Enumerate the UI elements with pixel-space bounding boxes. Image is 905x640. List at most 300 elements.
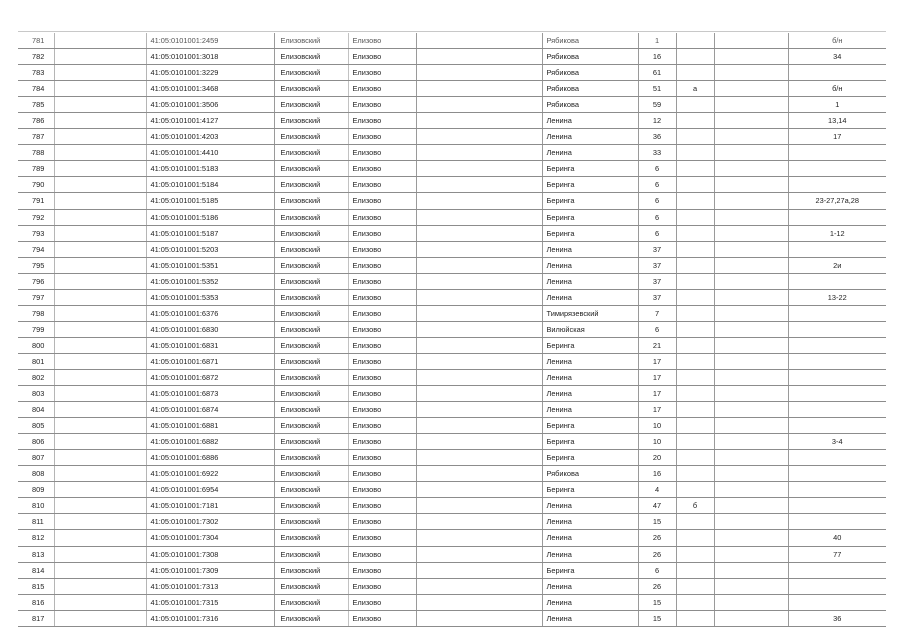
settlement-cell: Елизово xyxy=(348,450,416,466)
settlement-cell: Елизово xyxy=(348,97,416,113)
blank-cell xyxy=(714,530,788,546)
house-letter-cell xyxy=(676,145,714,161)
blank-cell xyxy=(416,257,542,273)
blank-cell xyxy=(54,610,146,626)
house-number-cell: 6 xyxy=(638,177,676,193)
apartment-cell xyxy=(788,562,886,578)
house-letter-cell xyxy=(676,225,714,241)
cadastral-number-cell: 41:05:0101001:3018 xyxy=(146,49,274,65)
house-number-cell: 17 xyxy=(638,353,676,369)
apartment-cell xyxy=(788,145,886,161)
blank-cell xyxy=(416,241,542,257)
blank-cell xyxy=(416,530,542,546)
cadastral-number-cell: 41:05:0101001:5351 xyxy=(146,257,274,273)
house-number-cell: 15 xyxy=(638,594,676,610)
street-cell: Ленина xyxy=(542,273,638,289)
blank-cell xyxy=(714,402,788,418)
district-cell: Елизовский xyxy=(274,81,348,97)
street-cell: Ленина xyxy=(542,369,638,385)
settlement-cell: Елизово xyxy=(348,578,416,594)
district-cell: Елизовский xyxy=(274,450,348,466)
apartment-cell: 1 xyxy=(788,97,886,113)
settlement-cell: Елизово xyxy=(348,145,416,161)
apartment-cell: 40 xyxy=(788,530,886,546)
row-number-cell: 805 xyxy=(18,418,54,434)
cadastral-number-cell: 41:05:0101001:6871 xyxy=(146,353,274,369)
blank-cell xyxy=(54,434,146,450)
house-number-cell: 37 xyxy=(638,273,676,289)
blank-cell xyxy=(416,305,542,321)
settlement-cell: Елизово xyxy=(348,610,416,626)
house-letter-cell: б xyxy=(676,498,714,514)
apartment-cell: 36 xyxy=(788,610,886,626)
row-number-cell: 807 xyxy=(18,450,54,466)
row-number-cell: 782 xyxy=(18,49,54,65)
house-number-cell: 4 xyxy=(638,482,676,498)
table-row xyxy=(18,546,886,562)
house-letter-cell xyxy=(676,353,714,369)
apartment-cell xyxy=(788,418,886,434)
street-cell: Ленина xyxy=(542,241,638,257)
street-cell: Ленина xyxy=(542,498,638,514)
row-number-cell: 801 xyxy=(18,353,54,369)
district-cell: Елизовский xyxy=(274,257,348,273)
district-cell: Елизовский xyxy=(274,594,348,610)
cadastral-number-cell: 41:05:0101001:6830 xyxy=(146,321,274,337)
street-cell: Ленина xyxy=(542,129,638,145)
blank-cell xyxy=(714,498,788,514)
street-cell: Беринга xyxy=(542,482,638,498)
street-cell: Рябикова xyxy=(542,97,638,113)
blank-cell xyxy=(54,273,146,289)
table-row xyxy=(18,177,886,193)
row-number-cell: 816 xyxy=(18,594,54,610)
blank-cell xyxy=(714,450,788,466)
blank-cell xyxy=(416,65,542,81)
district-cell: Елизовский xyxy=(274,129,348,145)
cadastral-number-cell: 41:05:0101001:5203 xyxy=(146,241,274,257)
apartment-cell xyxy=(788,241,886,257)
blank-cell xyxy=(54,402,146,418)
street-cell: Ленина xyxy=(542,578,638,594)
district-cell: Елизовский xyxy=(274,113,348,129)
blank-cell xyxy=(416,113,542,129)
apartment-cell xyxy=(788,578,886,594)
cadastral-number-cell: 41:05:0101001:5183 xyxy=(146,161,274,177)
house-number-cell: 47 xyxy=(638,498,676,514)
street-cell: Беринга xyxy=(542,450,638,466)
district-cell: Елизовский xyxy=(274,546,348,562)
street-cell: Беринга xyxy=(542,337,638,353)
row-number-cell: 817 xyxy=(18,610,54,626)
house-letter-cell xyxy=(676,386,714,402)
house-letter-cell: а xyxy=(676,81,714,97)
blank-cell xyxy=(714,177,788,193)
street-cell: Ленина xyxy=(542,386,638,402)
street-cell: Беринга xyxy=(542,562,638,578)
blank-cell xyxy=(416,386,542,402)
blank-cell xyxy=(714,386,788,402)
row-number-cell: 797 xyxy=(18,289,54,305)
house-number-cell: 36 xyxy=(638,129,676,145)
cadastral-number-cell: 41:05:0101001:4127 xyxy=(146,113,274,129)
table-row xyxy=(18,498,886,514)
blank-cell xyxy=(416,33,542,49)
house-number-cell: 51 xyxy=(638,81,676,97)
house-letter-cell xyxy=(676,594,714,610)
street-cell: Ленина xyxy=(542,546,638,562)
table-row xyxy=(18,594,886,610)
cadastral-number-cell: 41:05:0101001:7313 xyxy=(146,578,274,594)
house-number-cell: 17 xyxy=(638,402,676,418)
settlement-cell: Елизово xyxy=(348,321,416,337)
street-cell: Беринга xyxy=(542,193,638,209)
cadastral-number-cell: 41:05:0101001:7302 xyxy=(146,514,274,530)
blank-cell xyxy=(54,562,146,578)
house-number-cell: 7 xyxy=(638,305,676,321)
row-number-cell: 786 xyxy=(18,113,54,129)
street-cell: Рябикова xyxy=(542,65,638,81)
table-row xyxy=(18,578,886,594)
settlement-cell: Елизово xyxy=(348,386,416,402)
house-letter-cell xyxy=(676,273,714,289)
street-cell: Ленина xyxy=(542,145,638,161)
table-row xyxy=(18,33,886,49)
apartment-cell xyxy=(788,209,886,225)
district-cell: Елизовский xyxy=(274,353,348,369)
blank-cell xyxy=(714,482,788,498)
district-cell: Елизовский xyxy=(274,209,348,225)
blank-cell xyxy=(416,129,542,145)
settlement-cell: Елизово xyxy=(348,161,416,177)
blank-cell xyxy=(714,514,788,530)
table-row xyxy=(18,353,886,369)
house-number-cell: 1 xyxy=(638,33,676,49)
house-number-cell: 6 xyxy=(638,321,676,337)
apartment-cell xyxy=(788,386,886,402)
blank-cell xyxy=(714,369,788,385)
district-cell: Елизовский xyxy=(274,386,348,402)
property-registry-table xyxy=(18,33,886,627)
blank-cell xyxy=(54,482,146,498)
apartment-cell xyxy=(788,482,886,498)
district-cell: Елизовский xyxy=(274,418,348,434)
cadastral-number-cell: 41:05:0101001:5353 xyxy=(146,289,274,305)
house-number-cell: 21 xyxy=(638,337,676,353)
district-cell: Елизовский xyxy=(274,97,348,113)
table-row xyxy=(18,386,886,402)
blank-cell xyxy=(714,97,788,113)
settlement-cell: Елизово xyxy=(348,49,416,65)
district-cell: Елизовский xyxy=(274,321,348,337)
blank-cell xyxy=(416,369,542,385)
blank-cell xyxy=(714,321,788,337)
house-letter-cell xyxy=(676,257,714,273)
row-number-cell: 804 xyxy=(18,402,54,418)
blank-cell xyxy=(416,289,542,305)
settlement-cell: Елизово xyxy=(348,482,416,498)
blank-cell xyxy=(714,49,788,65)
street-cell: Ленина xyxy=(542,530,638,546)
house-number-cell: 61 xyxy=(638,65,676,81)
house-letter-cell xyxy=(676,209,714,225)
blank-cell xyxy=(416,161,542,177)
street-cell: Беринга xyxy=(542,161,638,177)
house-letter-cell xyxy=(676,578,714,594)
settlement-cell: Елизово xyxy=(348,81,416,97)
table-row xyxy=(18,257,886,273)
table-row xyxy=(18,113,886,129)
blank-cell xyxy=(54,353,146,369)
blank-cell xyxy=(54,257,146,273)
house-number-cell: 26 xyxy=(638,530,676,546)
apartment-cell: б/н xyxy=(788,33,886,49)
blank-cell xyxy=(416,562,542,578)
house-letter-cell xyxy=(676,369,714,385)
blank-cell xyxy=(714,434,788,450)
street-cell: Беринга xyxy=(542,418,638,434)
blank-cell xyxy=(416,610,542,626)
blank-cell xyxy=(54,129,146,145)
settlement-cell: Елизово xyxy=(348,353,416,369)
settlement-cell: Елизово xyxy=(348,305,416,321)
district-cell: Елизовский xyxy=(274,161,348,177)
row-number-cell: 794 xyxy=(18,241,54,257)
blank-cell xyxy=(416,434,542,450)
blank-cell xyxy=(54,386,146,402)
blank-cell xyxy=(416,450,542,466)
blank-cell xyxy=(54,81,146,97)
district-cell: Елизовский xyxy=(274,33,348,49)
cadastral-number-cell: 41:05:0101001:4410 xyxy=(146,145,274,161)
cadastral-number-cell: 41:05:0101001:7304 xyxy=(146,530,274,546)
blank-cell xyxy=(54,594,146,610)
blank-cell xyxy=(714,81,788,97)
street-cell: Рябикова xyxy=(542,81,638,97)
apartment-cell xyxy=(788,594,886,610)
street-cell: Ленина xyxy=(542,402,638,418)
cadastral-number-cell: 41:05:0101001:7308 xyxy=(146,546,274,562)
street-cell: Ленина xyxy=(542,257,638,273)
street-cell: Ленина xyxy=(542,594,638,610)
blank-cell xyxy=(54,466,146,482)
blank-cell xyxy=(714,113,788,129)
table-row xyxy=(18,81,886,97)
blank-cell xyxy=(416,145,542,161)
house-number-cell: 12 xyxy=(638,113,676,129)
row-number-cell: 812 xyxy=(18,530,54,546)
blank-cell xyxy=(714,610,788,626)
blank-cell xyxy=(714,145,788,161)
row-number-cell: 802 xyxy=(18,369,54,385)
blank-cell xyxy=(54,65,146,81)
table-row xyxy=(18,466,886,482)
street-cell: Рябикова xyxy=(542,33,638,49)
house-letter-cell xyxy=(676,562,714,578)
cadastral-number-cell: 41:05:0101001:3506 xyxy=(146,97,274,113)
table-body xyxy=(18,33,886,626)
blank-cell xyxy=(714,273,788,289)
house-number-cell: 6 xyxy=(638,161,676,177)
blank-cell xyxy=(54,241,146,257)
settlement-cell: Елизово xyxy=(348,418,416,434)
blank-cell xyxy=(416,546,542,562)
settlement-cell: Елизово xyxy=(348,402,416,418)
blank-cell xyxy=(714,225,788,241)
apartment-cell xyxy=(788,65,886,81)
apartment-cell xyxy=(788,450,886,466)
cadastral-number-cell: 41:05:0101001:5352 xyxy=(146,273,274,289)
blank-cell xyxy=(54,97,146,113)
table-row xyxy=(18,225,886,241)
table-row xyxy=(18,402,886,418)
settlement-cell: Елизово xyxy=(348,257,416,273)
district-cell: Елизовский xyxy=(274,482,348,498)
row-number-cell: 791 xyxy=(18,193,54,209)
row-number-cell: 808 xyxy=(18,466,54,482)
house-letter-cell xyxy=(676,65,714,81)
district-cell: Елизовский xyxy=(274,402,348,418)
house-letter-cell xyxy=(676,177,714,193)
district-cell: Елизовский xyxy=(274,241,348,257)
table-row xyxy=(18,193,886,209)
table-row xyxy=(18,321,886,337)
cadastral-number-cell: 41:05:0101001:5186 xyxy=(146,209,274,225)
house-number-cell: 15 xyxy=(638,610,676,626)
house-number-cell: 33 xyxy=(638,145,676,161)
house-letter-cell xyxy=(676,610,714,626)
settlement-cell: Елизово xyxy=(348,546,416,562)
table-row xyxy=(18,145,886,161)
blank-cell xyxy=(416,209,542,225)
table-row xyxy=(18,241,886,257)
house-letter-cell xyxy=(676,49,714,65)
apartment-cell: 13,14 xyxy=(788,113,886,129)
settlement-cell: Елизово xyxy=(348,273,416,289)
apartment-cell xyxy=(788,321,886,337)
apartment-cell: б/н xyxy=(788,81,886,97)
house-letter-cell xyxy=(676,321,714,337)
blank-cell xyxy=(54,49,146,65)
settlement-cell: Елизово xyxy=(348,129,416,145)
cadastral-number-cell: 41:05:0101001:7315 xyxy=(146,594,274,610)
district-cell: Елизовский xyxy=(274,177,348,193)
row-number-cell: 781 xyxy=(18,33,54,49)
street-cell: Ленина xyxy=(542,610,638,626)
house-letter-cell xyxy=(676,161,714,177)
blank-cell xyxy=(416,321,542,337)
blank-cell xyxy=(416,594,542,610)
cadastral-number-cell: 41:05:0101001:5185 xyxy=(146,193,274,209)
apartment-cell xyxy=(788,514,886,530)
house-number-cell: 17 xyxy=(638,369,676,385)
blank-cell xyxy=(416,337,542,353)
house-number-cell: 20 xyxy=(638,450,676,466)
row-number-cell: 813 xyxy=(18,546,54,562)
house-number-cell: 59 xyxy=(638,97,676,113)
cadastral-number-cell: 41:05:0101001:2459 xyxy=(146,33,274,49)
settlement-cell: Елизово xyxy=(348,193,416,209)
table-row xyxy=(18,369,886,385)
house-letter-cell xyxy=(676,418,714,434)
house-number-cell: 26 xyxy=(638,578,676,594)
settlement-cell: Елизово xyxy=(348,225,416,241)
house-number-cell: 10 xyxy=(638,418,676,434)
street-cell: Рябикова xyxy=(542,466,638,482)
street-cell: Ленина xyxy=(542,113,638,129)
blank-cell xyxy=(714,353,788,369)
street-cell: Рябикова xyxy=(542,49,638,65)
cadastral-number-cell: 41:05:0101001:6886 xyxy=(146,450,274,466)
district-cell: Елизовский xyxy=(274,305,348,321)
apartment-cell xyxy=(788,369,886,385)
table-row xyxy=(18,434,886,450)
blank-cell xyxy=(54,578,146,594)
blank-cell xyxy=(714,161,788,177)
blank-cell xyxy=(714,33,788,49)
street-cell: Ленина xyxy=(542,289,638,305)
house-letter-cell xyxy=(676,546,714,562)
house-letter-cell xyxy=(676,129,714,145)
apartment-cell: 3-4 xyxy=(788,434,886,450)
blank-cell xyxy=(416,225,542,241)
district-cell: Елизовский xyxy=(274,273,348,289)
blank-cell xyxy=(54,337,146,353)
blank-cell xyxy=(714,594,788,610)
settlement-cell: Елизово xyxy=(348,289,416,305)
cadastral-number-cell: 41:05:0101001:6954 xyxy=(146,482,274,498)
blank-cell xyxy=(416,514,542,530)
blank-cell xyxy=(54,321,146,337)
row-number-cell: 810 xyxy=(18,498,54,514)
blank-cell xyxy=(714,193,788,209)
apartment-cell xyxy=(788,353,886,369)
district-cell: Елизовский xyxy=(274,434,348,450)
house-number-cell: 6 xyxy=(638,209,676,225)
house-number-cell: 6 xyxy=(638,193,676,209)
table-row xyxy=(18,482,886,498)
district-cell: Елизовский xyxy=(274,289,348,305)
house-number-cell: 16 xyxy=(638,49,676,65)
blank-cell xyxy=(416,81,542,97)
blank-cell xyxy=(714,418,788,434)
street-cell: Беринга xyxy=(542,209,638,225)
apartment-cell: 23-27,27а,28 xyxy=(788,193,886,209)
row-number-cell: 806 xyxy=(18,434,54,450)
street-cell: Тимирязевский xyxy=(542,305,638,321)
street-cell: Беринга xyxy=(542,177,638,193)
blank-cell xyxy=(714,562,788,578)
row-number-cell: 796 xyxy=(18,273,54,289)
apartment-cell xyxy=(788,273,886,289)
blank-cell xyxy=(54,450,146,466)
settlement-cell: Елизово xyxy=(348,241,416,257)
cadastral-number-cell: 41:05:0101001:4203 xyxy=(146,129,274,145)
apartment-cell xyxy=(788,177,886,193)
table-row xyxy=(18,289,886,305)
house-number-cell: 26 xyxy=(638,546,676,562)
district-cell: Елизовский xyxy=(274,337,348,353)
apartment-cell: 2и xyxy=(788,257,886,273)
house-letter-cell xyxy=(676,402,714,418)
district-cell: Елизовский xyxy=(274,610,348,626)
row-number-cell: 790 xyxy=(18,177,54,193)
blank-cell xyxy=(416,177,542,193)
blank-cell xyxy=(54,530,146,546)
table-row xyxy=(18,305,886,321)
house-letter-cell xyxy=(676,530,714,546)
blank-cell xyxy=(714,209,788,225)
